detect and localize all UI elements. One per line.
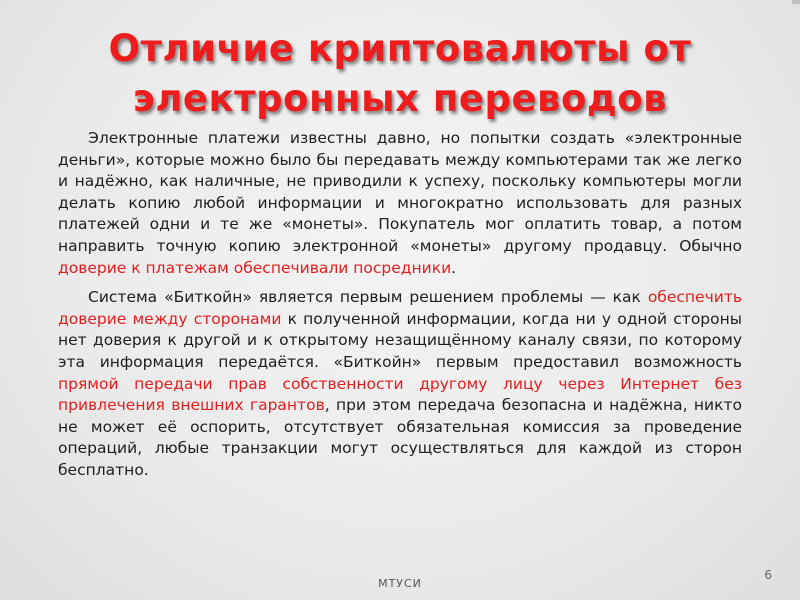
- footer-label: МТУСИ: [378, 577, 422, 590]
- paragraph-2-highlight-2: прямой передачи прав собственности другому лицу через Интернет без привлечения внешних гарантов: [58, 374, 742, 415]
- paragraph-1-text: Электронные платежи известны давно, но попытки создать «электронные деньги», которые можно было бы передавать между компьютерами так же легко и надёжно, как наличные, не приводили к успеху, поскольку компьютеры могли делать копию любой информации и многократно использовать для разных платежей одни и те же «монеты». Покупатель мог оплатить товар, а потом направить точную копию электронной «монеты» другому продавцу. Обычно: [58, 129, 742, 255]
- corner-decoration: [792, 0, 800, 4]
- title-line-2: электронных переводов: [132, 77, 668, 120]
- slide-title: [30, 24, 770, 124]
- paragraph-1-highlight: доверие к платежам обеспечивали посредники: [58, 258, 452, 277]
- paragraph-1: [58, 128, 742, 279]
- page-number: 6: [764, 568, 772, 582]
- paragraph-2-text-3: , при этом передача безопасна и надёжна, никто не может её оспорить, отсутствует обязательная комиссия за проведение операций, любые транзакции могут осуществляться для каждой из сторон бесплатно.: [58, 396, 742, 479]
- paragraph-2-highlight-1: обеспечить доверие между сторонами: [58, 288, 742, 328]
- paragraph-2-text-2: к полученной информации, когда ни у одной стороны нет доверия к другой и к открытому незащищённому каналу связи, по которому эта информация передаётся. «Биткойн» первым предоставил возможность: [58, 309, 742, 371]
- paragraph-2: [58, 287, 742, 481]
- slide-body: [58, 128, 742, 490]
- paragraph-2-text-1: Система «Биткойн» является первым решением проблемы — как: [88, 288, 648, 307]
- title-line-1: Отличие криптовалюты от: [108, 27, 692, 70]
- paragraph-1-end: .: [451, 258, 457, 277]
